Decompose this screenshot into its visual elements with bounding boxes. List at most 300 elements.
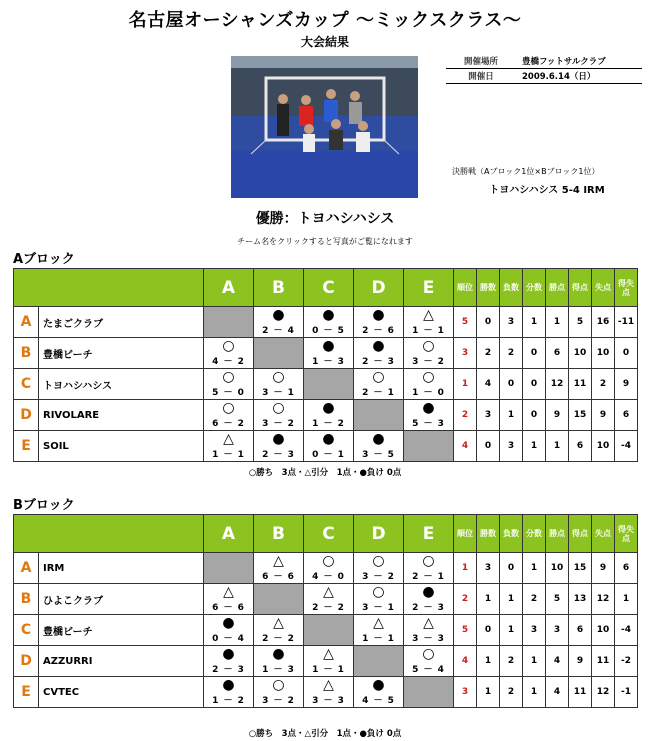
match-score: 2 － 3: [412, 603, 445, 613]
stat-value: 2: [477, 338, 500, 369]
match-score: 3 － 2: [262, 696, 295, 706]
match-score: 3 － 5: [362, 450, 395, 460]
stat-value: 13: [569, 584, 592, 615]
match-score: 1 － 3: [262, 665, 295, 675]
stat-value: 3: [523, 615, 546, 646]
result-icon: △: [223, 431, 234, 447]
header-stat: [569, 269, 592, 307]
table-row: [14, 338, 638, 369]
header-stat-label: 得失点: [618, 278, 634, 297]
stat-value: -11: [615, 307, 638, 338]
match-score: 2 － 3: [262, 450, 295, 460]
stat-value: 2: [523, 584, 546, 615]
header-stat: [454, 515, 477, 553]
stat-value: 1: [477, 646, 500, 677]
header-stat-label: 失点: [595, 283, 611, 292]
result-icon: ●: [322, 431, 335, 447]
block-a-legend: ○勝ち 3点・△引分 1点・●負け 0点: [248, 468, 402, 478]
team-name-link[interactable]: 豊橋ビーチ: [39, 615, 204, 646]
stat-value: 0: [477, 307, 500, 338]
header-col-e: E: [404, 269, 454, 307]
header-stat: [477, 269, 500, 307]
match-cell: [354, 677, 404, 708]
stat-value: 2: [500, 646, 523, 677]
stat-value: 12: [592, 584, 615, 615]
match-score: 3 － 2: [262, 419, 295, 429]
table-row: [14, 553, 638, 584]
stat-value: 12: [546, 369, 569, 400]
table-row: [14, 307, 638, 338]
final-result: トヨハシハシス 5-4 IRM: [489, 185, 605, 196]
stat-value: 9: [592, 553, 615, 584]
team-photo: [231, 56, 418, 198]
match-score: 2 － 3: [212, 665, 245, 675]
match-cell: [304, 338, 354, 369]
self-cell: [254, 338, 304, 369]
result-icon: ●: [272, 646, 285, 662]
stat-value: 0: [523, 400, 546, 431]
table-row: [14, 369, 638, 400]
result-icon: ○: [422, 553, 435, 569]
result-icon: ○: [322, 553, 335, 569]
match-score: 2 － 2: [312, 603, 345, 613]
info-venue-label: 開催場所: [463, 57, 498, 67]
match-cell: [254, 677, 304, 708]
team-letter: A: [14, 553, 39, 584]
stat-value: 10: [546, 553, 569, 584]
match-cell: [354, 615, 404, 646]
stat-value: 3: [500, 431, 523, 462]
match-cell: [304, 646, 354, 677]
self-cell: [304, 615, 354, 646]
match-score: 1 － 3: [312, 357, 345, 367]
result-icon: ●: [422, 584, 435, 600]
result-icon: ○: [422, 338, 435, 354]
stat-value: 3: [500, 307, 523, 338]
header-stat: [500, 269, 523, 307]
final-label: 決勝戦（Aブロック1位×Bブロック1位）: [452, 167, 600, 176]
result-icon: ○: [222, 369, 235, 385]
stat-value: 10: [592, 615, 615, 646]
header-stat-label: 失点: [595, 529, 611, 538]
header-col-b: B: [254, 269, 304, 307]
stat-value: 5: [546, 584, 569, 615]
result-icon: ○: [422, 369, 435, 385]
stat-value: 2: [500, 338, 523, 369]
stat-value: 0: [500, 369, 523, 400]
match-score: 0 － 5: [312, 326, 345, 336]
team-name-link[interactable]: AZZURRI: [39, 646, 204, 677]
result-icon: ●: [272, 431, 285, 447]
stat-value: -2: [615, 646, 638, 677]
result-icon: ●: [422, 400, 435, 416]
event-info: [446, 54, 642, 84]
stat-value: 9: [569, 646, 592, 677]
match-score: 1 － 2: [312, 419, 345, 429]
result-icon: ●: [272, 307, 285, 323]
team-letter: C: [14, 369, 39, 400]
rank-value: 3: [454, 677, 477, 708]
info-date: [446, 69, 642, 84]
match-cell: [254, 369, 304, 400]
stat-value: 6: [569, 431, 592, 462]
table-row: [14, 431, 638, 462]
match-score: 1 － 1: [362, 634, 395, 644]
table-row: [14, 584, 638, 615]
result-icon: ○: [372, 553, 385, 569]
result-icon: ○: [372, 369, 385, 385]
stat-value: 11: [569, 677, 592, 708]
stat-value: 0: [523, 369, 546, 400]
result-icon: △: [323, 584, 334, 600]
stat-value: 0: [523, 338, 546, 369]
header-stat: [477, 515, 500, 553]
stat-value: 9: [615, 369, 638, 400]
info-venue-value: 豊橋フットサルクラブ: [522, 57, 606, 67]
header-col-c: C: [304, 515, 354, 553]
rank-value: 1: [454, 369, 477, 400]
result-icon: ●: [322, 338, 335, 354]
match-cell: [404, 400, 454, 431]
stat-value: 16: [592, 307, 615, 338]
table-row: [14, 677, 638, 708]
self-cell: [354, 400, 404, 431]
header-stat: [592, 269, 615, 307]
stat-value: 3: [477, 400, 500, 431]
stat-value: -4: [615, 431, 638, 462]
rank-value: 5: [454, 615, 477, 646]
header-team-cell: [14, 269, 204, 307]
header-stat-label: 勝数: [480, 529, 496, 538]
header-col-c: C: [304, 269, 354, 307]
stat-value: -1: [615, 677, 638, 708]
header-stat-label: 勝点: [549, 283, 565, 292]
stat-value: 1: [523, 677, 546, 708]
result-icon: ○: [222, 400, 235, 416]
result-icon: △: [273, 553, 284, 569]
block-a-title: Aブロック: [13, 252, 75, 267]
header-stat: [592, 515, 615, 553]
block-b-title: Bブロック: [13, 498, 75, 513]
table-row: [14, 615, 638, 646]
header-stat-label: 得点: [572, 283, 588, 292]
match-score: 1 － 1: [212, 450, 245, 460]
header-stat-label: 勝点: [549, 529, 565, 538]
match-cell: [304, 584, 354, 615]
result-icon: △: [223, 584, 234, 600]
match-score: 6 － 6: [262, 572, 295, 582]
self-cell: [254, 584, 304, 615]
match-cell: [404, 369, 454, 400]
self-cell: [404, 431, 454, 462]
match-cell: [204, 369, 254, 400]
match-score: 5 － 3: [412, 419, 445, 429]
rank-value: 1: [454, 553, 477, 584]
header-stat: [546, 515, 569, 553]
stat-value: 0: [477, 615, 500, 646]
stat-value: 10: [569, 338, 592, 369]
stat-value: 1: [523, 307, 546, 338]
final-match: [452, 166, 642, 196]
match-cell: [254, 400, 304, 431]
match-score: 1 － 0: [412, 388, 445, 398]
stat-value: 6: [615, 400, 638, 431]
result-icon: △: [423, 615, 434, 631]
stat-value: 0: [477, 431, 500, 462]
header-stat: [615, 515, 638, 553]
team-letter: B: [14, 584, 39, 615]
header-col-a: A: [204, 515, 254, 553]
rank-value: 4: [454, 646, 477, 677]
result-icon: △: [423, 307, 434, 323]
self-cell: [404, 677, 454, 708]
info-date-label: 開催日: [468, 72, 494, 82]
block-b-legend: ○勝ち 3点・△引分 1点・●負け 0点: [248, 729, 402, 739]
match-score: 4 － 0: [312, 572, 345, 582]
stat-value: 9: [592, 400, 615, 431]
page-title: 名古屋オーシャンズカップ ～ミックスクラス～: [128, 10, 522, 31]
header-stat-label: 順位: [457, 529, 473, 538]
match-cell: [404, 584, 454, 615]
rank-value: 2: [454, 400, 477, 431]
match-score: 3 － 1: [262, 388, 295, 398]
table-header: [14, 515, 638, 553]
table-row: [14, 646, 638, 677]
match-score: 3 － 3: [312, 696, 345, 706]
stat-value: 10: [592, 338, 615, 369]
self-cell: [204, 553, 254, 584]
stat-value: 1: [546, 307, 569, 338]
result-icon: △: [273, 615, 284, 631]
stat-value: 0: [615, 338, 638, 369]
match-score: 5 － 0: [212, 388, 245, 398]
stat-value: 4: [546, 646, 569, 677]
match-score: 1 － 2: [212, 696, 245, 706]
team-name-link[interactable]: CVTEC: [39, 677, 204, 708]
team-name-link[interactable]: SOIL: [39, 431, 204, 462]
match-cell: [204, 677, 254, 708]
stat-value: 6: [615, 553, 638, 584]
header-stat: [569, 515, 592, 553]
match-score: 2 － 2: [262, 634, 295, 644]
stat-value: 11: [569, 369, 592, 400]
result-icon: ●: [372, 338, 385, 354]
match-score: 2 － 1: [412, 572, 445, 582]
stat-value: 2: [592, 369, 615, 400]
stat-value: 4: [546, 677, 569, 708]
result-icon: ●: [322, 400, 335, 416]
team-letter: C: [14, 615, 39, 646]
match-cell: [204, 431, 254, 462]
match-score: 3 － 3: [412, 634, 445, 644]
stat-value: 1: [523, 646, 546, 677]
self-cell: [304, 369, 354, 400]
match-cell: [204, 615, 254, 646]
result-icon: ●: [222, 677, 235, 693]
match-cell: [204, 584, 254, 615]
stat-value: 11: [592, 646, 615, 677]
info-date-value: 2009.6.14（日）: [522, 72, 596, 82]
match-cell: [404, 338, 454, 369]
stat-value: 3: [546, 615, 569, 646]
stat-value: 10: [592, 431, 615, 462]
result-icon: ●: [372, 431, 385, 447]
header-stat: [546, 269, 569, 307]
stat-value: 12: [592, 677, 615, 708]
stat-value: 15: [569, 553, 592, 584]
match-cell: [304, 307, 354, 338]
header-stat: [615, 269, 638, 307]
stat-value: 6: [569, 615, 592, 646]
team-name-link[interactable]: トヨハシハシス: [39, 369, 204, 400]
team-letter: D: [14, 400, 39, 431]
match-score: 0 － 1: [312, 450, 345, 460]
stat-value: 1: [500, 615, 523, 646]
table-header: [14, 269, 638, 307]
header-stat: [454, 269, 477, 307]
block-b-table: [13, 514, 638, 708]
header-col-d: D: [354, 515, 404, 553]
header-team-cell: [14, 515, 204, 553]
stat-value: 1: [500, 584, 523, 615]
match-cell: [354, 307, 404, 338]
match-cell: [204, 338, 254, 369]
match-cell: [354, 431, 404, 462]
stat-value: 1: [615, 584, 638, 615]
match-cell: [204, 400, 254, 431]
match-score: 4 － 5: [362, 696, 395, 706]
rank-value: 4: [454, 431, 477, 462]
header-stat-label: 勝数: [480, 283, 496, 292]
header-stat: [500, 515, 523, 553]
result-icon: ●: [322, 307, 335, 323]
result-icon: ●: [372, 307, 385, 323]
match-score: 3 － 2: [362, 572, 395, 582]
match-cell: [204, 646, 254, 677]
match-cell: [354, 369, 404, 400]
header-col-b: B: [254, 515, 304, 553]
header-stat-label: 分数: [526, 529, 542, 538]
match-score: 3 － 2: [412, 357, 445, 367]
header-stat-label: 得点: [572, 529, 588, 538]
match-score: 1 － 1: [412, 326, 445, 336]
match-cell: [404, 615, 454, 646]
stat-value: 4: [477, 369, 500, 400]
match-cell: [254, 307, 304, 338]
match-cell: [254, 553, 304, 584]
team-name-link[interactable]: たまごクラブ: [39, 307, 204, 338]
self-cell: [354, 646, 404, 677]
stat-value: 3: [477, 553, 500, 584]
match-score: 4 － 2: [212, 357, 245, 367]
result-icon: ○: [272, 400, 285, 416]
header-col-d: D: [354, 269, 404, 307]
match-cell: [254, 431, 304, 462]
table-row: [14, 400, 638, 431]
result-icon: △: [323, 646, 334, 662]
stat-value: 1: [523, 553, 546, 584]
stat-value: -4: [615, 615, 638, 646]
header-col-a: A: [204, 269, 254, 307]
header-col-e: E: [404, 515, 454, 553]
result-icon: ○: [272, 677, 285, 693]
stat-value: 1: [523, 431, 546, 462]
result-icon: ○: [222, 338, 235, 354]
header-stat-label: 分数: [526, 283, 542, 292]
match-score: 2 － 3: [362, 357, 395, 367]
rank-value: 3: [454, 338, 477, 369]
match-cell: [404, 646, 454, 677]
team-letter: E: [14, 677, 39, 708]
team-name-link[interactable]: IRM: [39, 553, 204, 584]
match-score: 5 － 4: [412, 665, 445, 675]
stat-value: 5: [569, 307, 592, 338]
stat-value: 1: [500, 400, 523, 431]
match-cell: [354, 338, 404, 369]
match-score: 2 － 1: [362, 388, 395, 398]
rank-value: 5: [454, 307, 477, 338]
match-cell: [304, 400, 354, 431]
result-icon: ○: [272, 369, 285, 385]
team-letter: D: [14, 646, 39, 677]
match-cell: [404, 307, 454, 338]
match-cell: [304, 431, 354, 462]
photo-note: チーム名をクリックすると写真がご覧になれます: [237, 237, 413, 246]
result-icon: △: [323, 677, 334, 693]
stat-value: 0: [500, 553, 523, 584]
match-score: 2 － 6: [362, 326, 395, 336]
header-stat: [523, 269, 546, 307]
stat-value: 1: [546, 431, 569, 462]
match-score: 0 － 4: [212, 634, 245, 644]
match-cell: [404, 553, 454, 584]
match-cell: [354, 584, 404, 615]
match-cell: [254, 646, 304, 677]
team-letter: A: [14, 307, 39, 338]
result-icon: △: [373, 615, 384, 631]
header-stat-label: 順位: [457, 283, 473, 292]
result-icon: ●: [222, 615, 235, 631]
match-cell: [354, 553, 404, 584]
stat-value: 1: [477, 677, 500, 708]
stat-value: 9: [546, 400, 569, 431]
match-score: 6 － 6: [212, 603, 245, 613]
match-score: 6 － 2: [212, 419, 245, 429]
header-stat-label: 負数: [503, 529, 519, 538]
info-venue: [446, 54, 642, 69]
stat-value: 2: [500, 677, 523, 708]
header-stat-label: 負数: [503, 283, 519, 292]
team-name-link[interactable]: ひよこクラブ: [39, 584, 204, 615]
block-a-table: [13, 268, 638, 462]
header-stat: [523, 515, 546, 553]
header-stat-label: 得失点: [618, 524, 634, 543]
team-name-link[interactable]: 豊橋ビーチ: [39, 338, 204, 369]
stat-value: 15: [569, 400, 592, 431]
result-icon: ○: [422, 646, 435, 662]
match-score: 2 － 4: [262, 326, 295, 336]
match-cell: [304, 677, 354, 708]
page-subtitle: 大会結果: [300, 35, 349, 49]
self-cell: [204, 307, 254, 338]
stat-value: 1: [477, 584, 500, 615]
result-icon: ○: [372, 584, 385, 600]
match-score: 1 － 1: [312, 665, 345, 675]
team-letter: E: [14, 431, 39, 462]
match-score: 3 － 1: [362, 603, 395, 613]
team-name-link[interactable]: RIVOLARE: [39, 400, 204, 431]
winner-text: 優勝：トヨハシハシス: [255, 211, 395, 227]
